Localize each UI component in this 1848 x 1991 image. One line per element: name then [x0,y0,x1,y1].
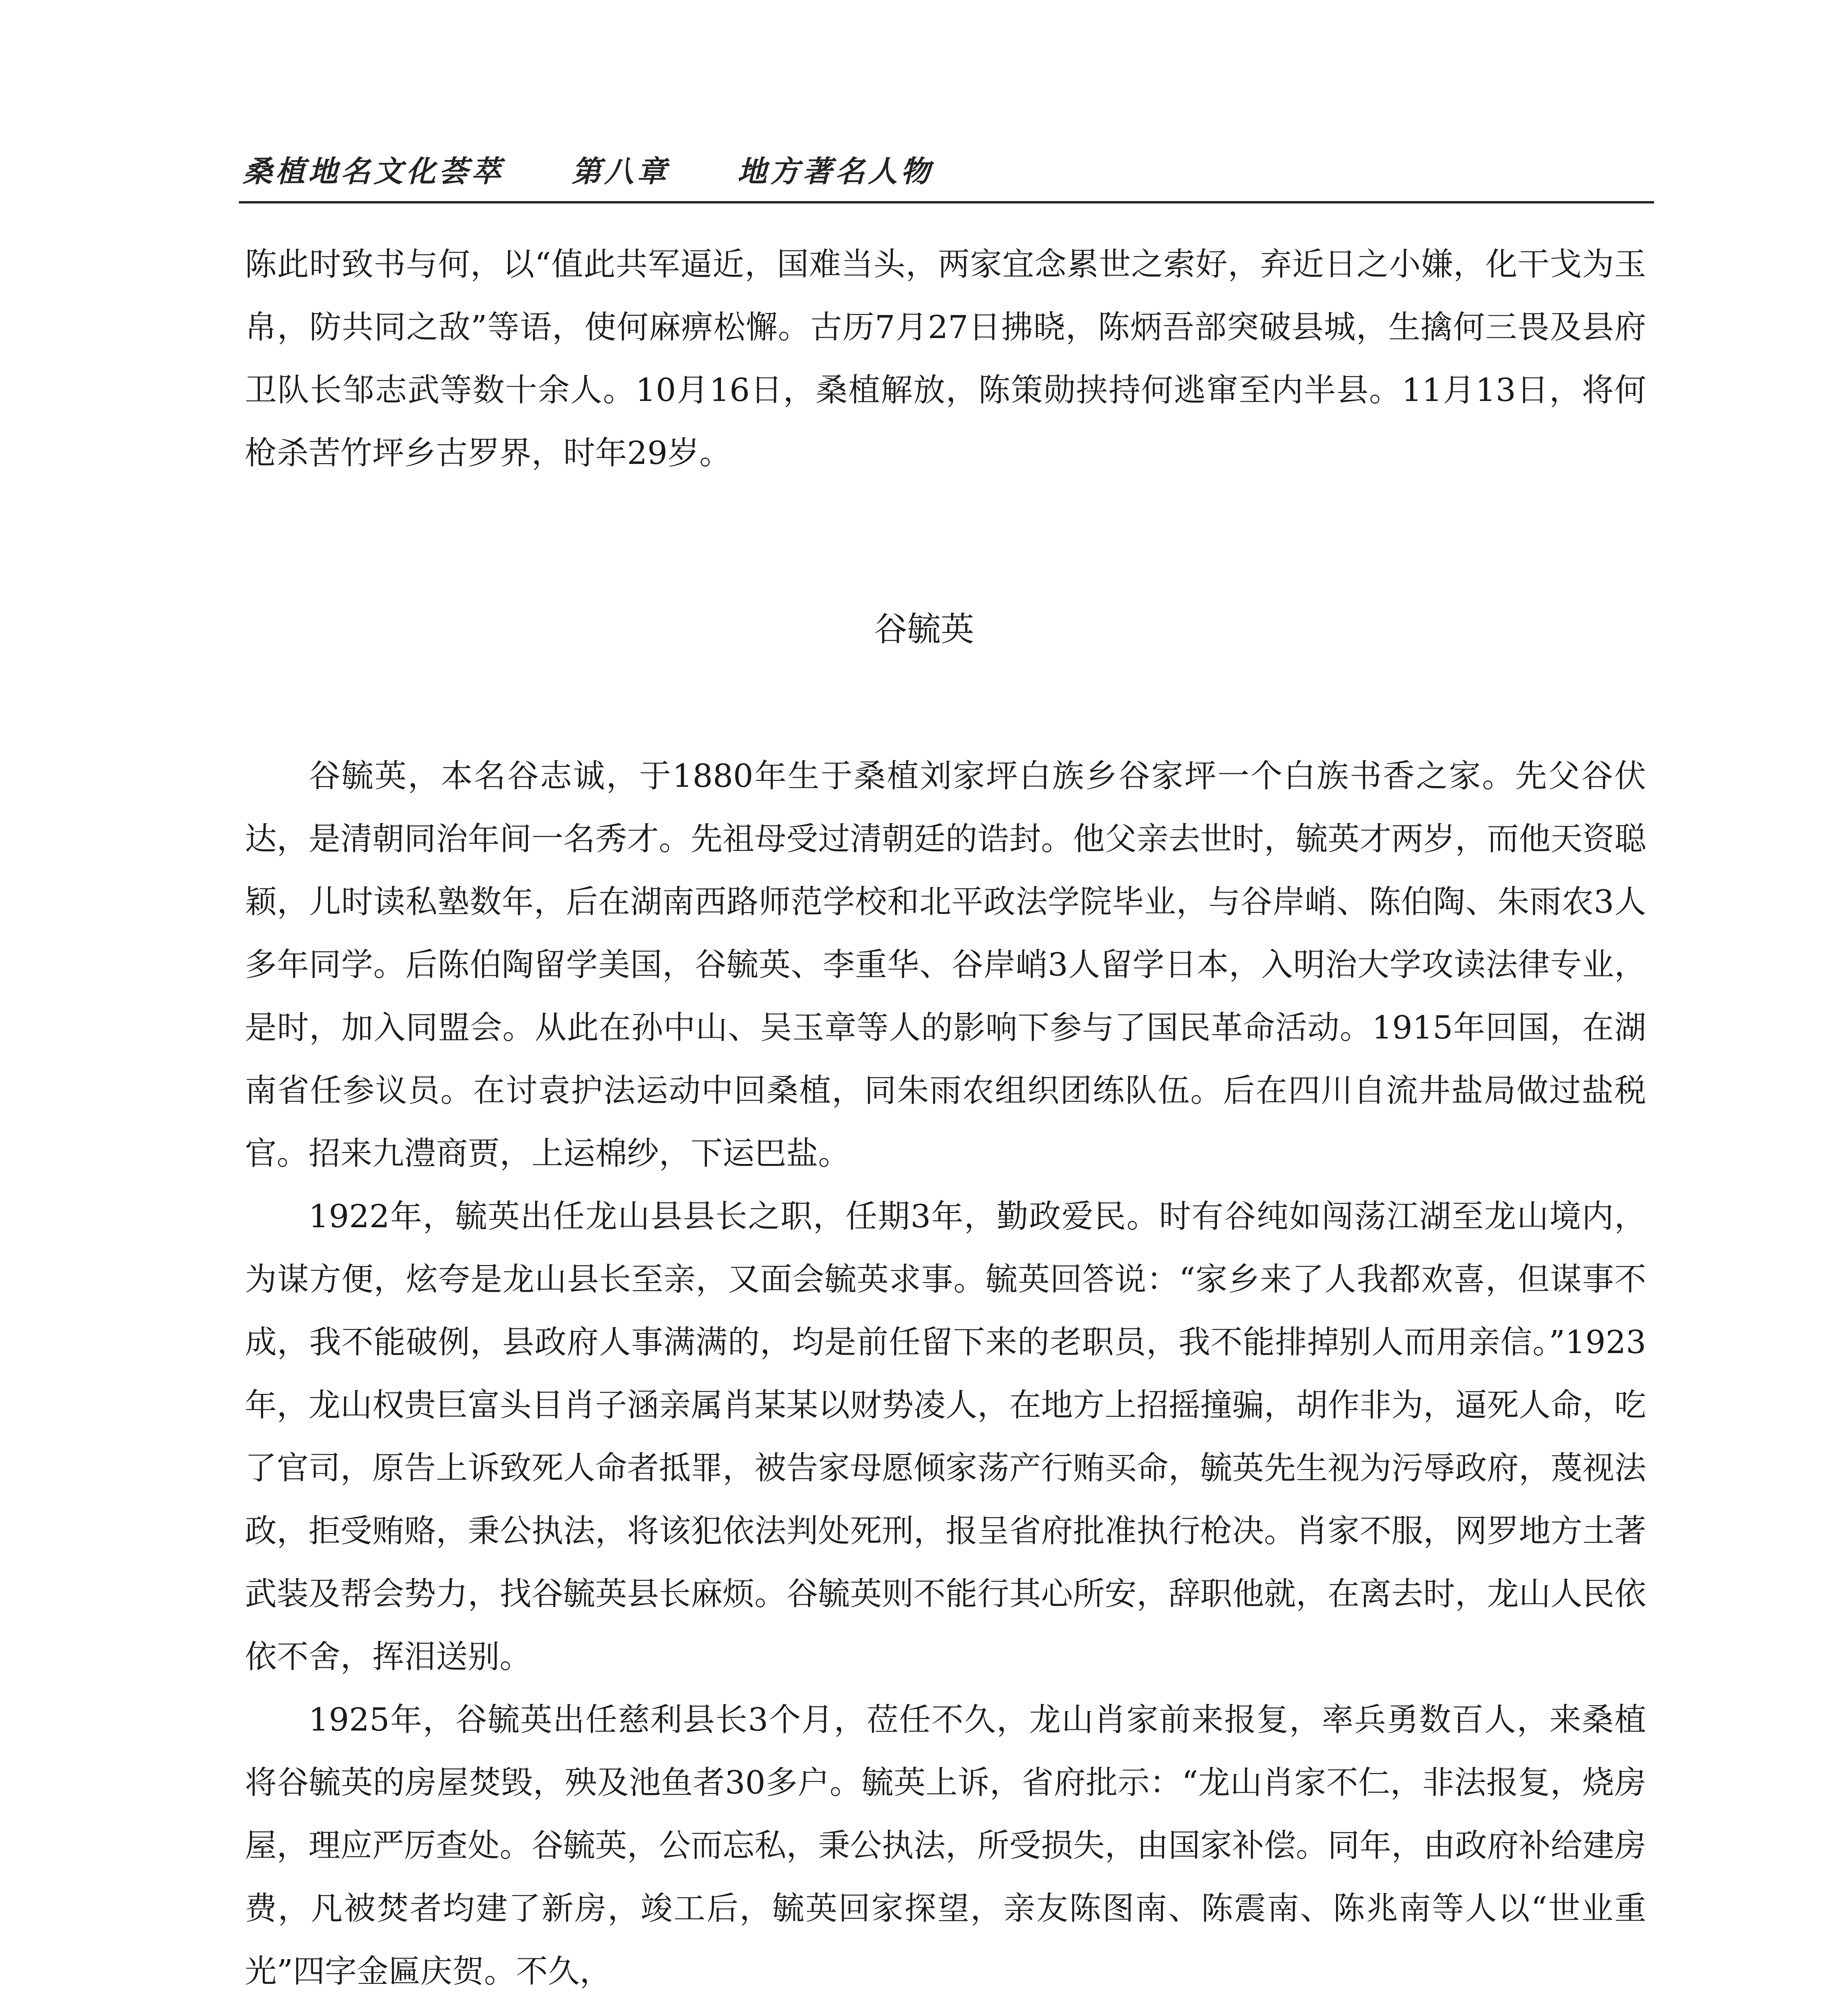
continued-paragraph: 陈此时致书与何，以“值此共军逼近，国难当头，两家宜念累世之索好，弃近日之小嫌，化干戈为玉帛，防共同之敌”等语，使何麻痹松懈。古历7月27日拂晓，陈炳吾部突破县城，生擒何三畏及县府卫队长邹志武等数十余人。10月16日，桑植解放，陈策勋挟持何逃窜至内半县。11月13日，将何枪杀苦竹坪乡古罗界，时年29岁。 [245,246,1646,471]
biography-body [245,745,1646,1991]
body-paragraph: 1925年，谷毓英出任慈利县长3个月，莅任不久，龙山肖家前来报复，率兵勇数百人，来桑植将谷毓英的房屋焚毁，殃及池鱼者30多户。毓英上诉，省府批示：“龙山肖家不仁，非法报复，烧房屋，理应严厉查处。谷毓英，公而忘私，秉公执法，所受损失，由国家补偿。同年，由政府补给建房费，凡被焚者均建了新房，竣工后，毓英回家探望，亲友陈图南、陈震南、陈兆南等人以“世业重光”四字金匾庆贺。不久， [245,1701,1646,1990]
chapter-title: 地方著名人物 [737,155,933,189]
book-title: 桑植地名文化荟萃 [243,155,504,189]
chapter-label: 第八章 [572,155,670,189]
body-paragraph: 谷毓英，本名谷志诚，于1880年生于桑植刘家坪白族乡谷家坪一个白族书香之家。先父谷伏达，是清朝同治年间一名秀才。先祖母受过清朝廷的诰封。他父亲去世时，毓英才两岁，而他天资聪颖，儿时读私塾数年，后在湖南西路师范学校和北平政法学院毕业，与谷岸峭、陈伯陶、朱雨农3人多年同学。后陈伯陶留学美国，谷毓英、李重华、谷岸峭3人留学日本，入明治大学攻读法律专业，是时，加入同盟会。从此在孙中山、吴玉章等人的影响下参与了国民革命活动。1915年回国，在湖南省任参议员。在讨袁护法运动中回桑植，同朱雨农组织团练队伍。后在四川自流井盐局做过盐税官。招来九澧商贾，上运棉纱，下运巴盐。 [245,757,1646,1172]
header-rule [239,201,1654,203]
body-paragraph: 1922年，毓英出任龙山县县长之职，任期3年，勤政爱民。时有谷纯如闯荡江湖至龙山境内，为谋方便，炫夸是龙山县长至亲，又面会毓英求事。毓英回答说：“家乡来了人我都欢喜，但谋事不成，我不能破例，县政府人事满满的，均是前任留下来的老职员，我不能排掉别人而用亲信。”1923年，龙山权贵巨富头目肖子涵亲属肖某某以财势凌人，在地方上招摇撞骗，胡作非为，逼死人命，吃了官司，原告上诉致死人命者抵罪，被告家母愿倾家荡产行贿买命，毓英先生视为污辱政府，蔑视法政，拒受贿赂，秉公执法，将该犯依法判处死刑，报呈省府批准执行枪决。肖家不服，网罗地方土著武装及帮会势力，找谷毓英县长麻烦。谷毓英则不能行其心所安，辞职他就，在离去时，龙山人民依依不舍，挥泪送别。 [245,1198,1646,1675]
running-header [243,148,933,190]
section-title: 谷毓英 [873,610,974,649]
